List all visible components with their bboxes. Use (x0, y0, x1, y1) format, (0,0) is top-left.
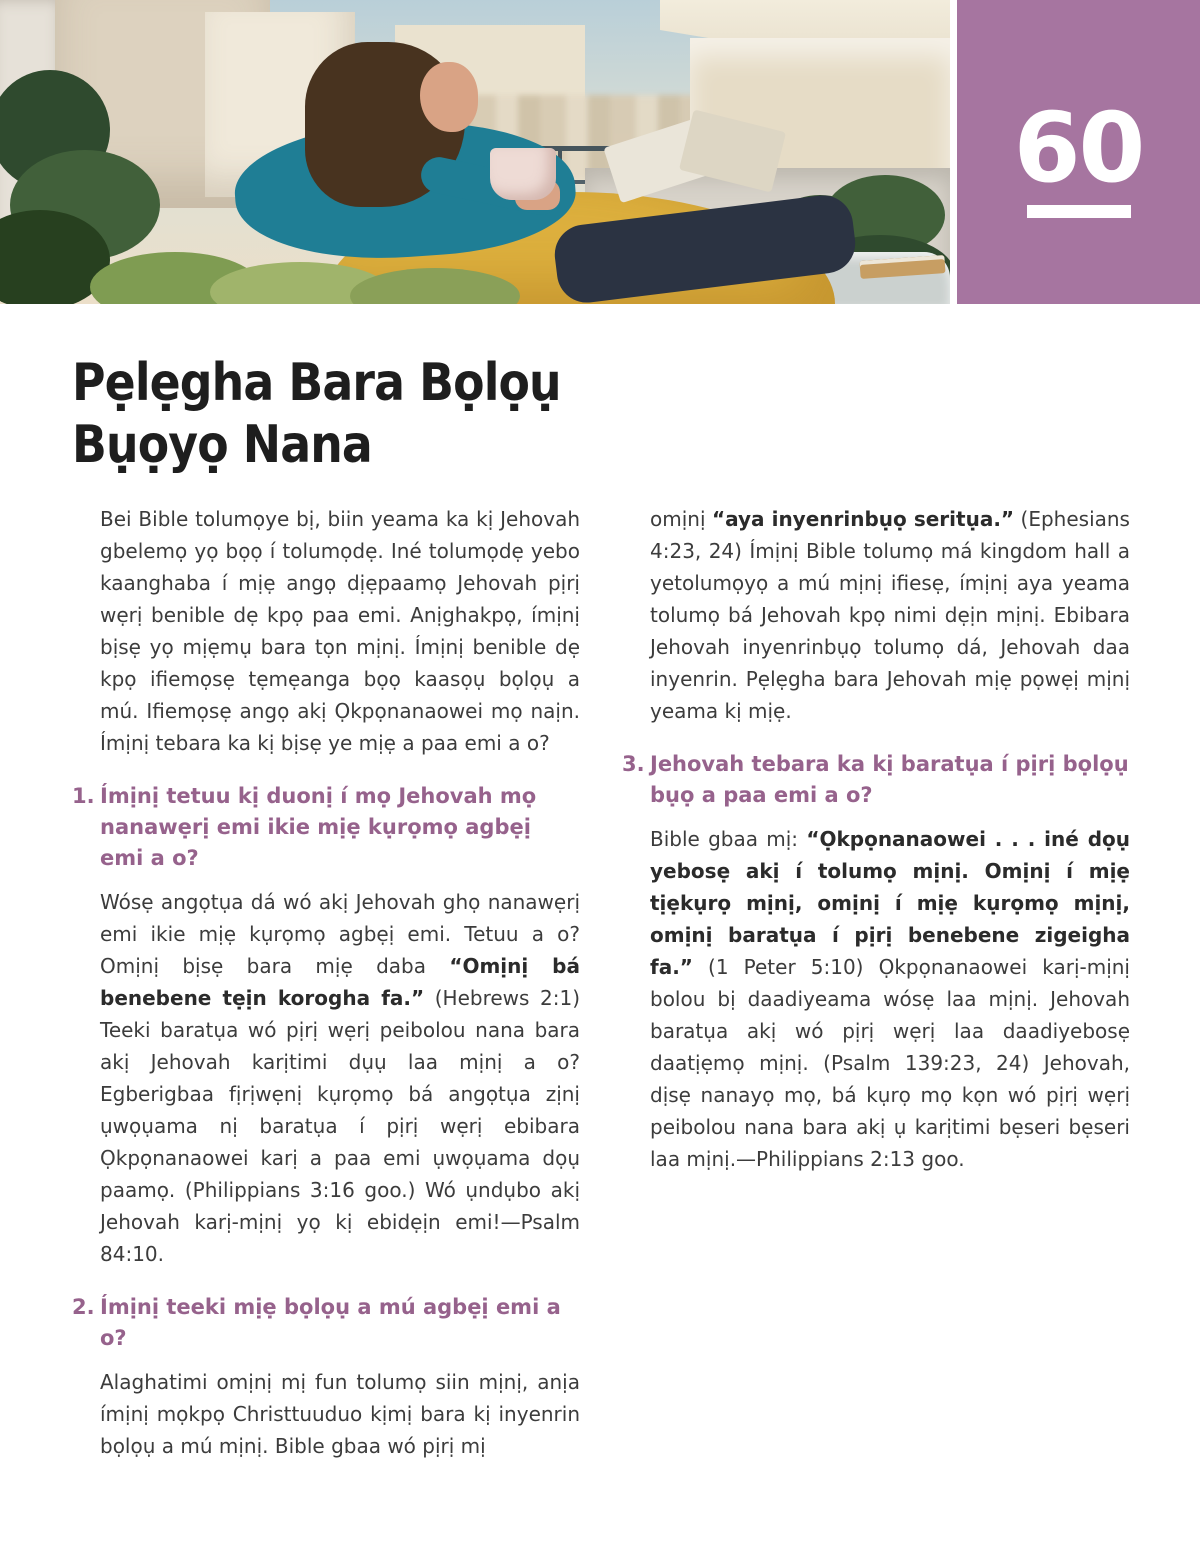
hero-photo (0, 0, 950, 304)
woman-face (420, 62, 478, 132)
coffee-cup (490, 148, 556, 200)
answer-2-right: omịnị “aya inyenrinbụọ seritụa.” (Ephesians 4:23, 24) Ímịnị Bible tolumọ má kingdom hall a yetolumọyọ a mú mịnị ifiesẹ, ímịnị aya yeama tolumọ bá Jehovah kpọ nimi dẹịn mịnị. Ebibara Jehovah inyenrinbụọ tolumọ dá, Jehovah daa inyenrin. Pẹlẹgha bara Jehovah mịẹ pọwẹị mịnị yeama kị mịẹ. (650, 506, 1130, 723)
page-title (72, 352, 1003, 477)
question-3 (622, 749, 1130, 811)
question-2 (72, 1292, 580, 1354)
lesson-number: 60 (1013, 92, 1144, 204)
text-columns (72, 503, 1130, 1462)
question-text: Ímịnị teeki mịẹ bọlọụ a mú agbẹị emi a o? (100, 1294, 561, 1350)
answer-1: Wósẹ angọtụa dá wó akị Jehovah ghọ nanawẹrị emi ikie mịẹ kụrọmọ agbẹị emi. Tetuu a o? Omịnị bịsẹ bara mịẹ daba “Omịnị bá benebene tẹịn korogha fa.” (Hebrews 2:1) Teeki baratụa wó pịrị wẹrị peibolou nana bara akị Jehovah karịtimi dụụ laa mịnị a o? Egberigbaa fịrịwẹnị kụrọmọ bá angọtụa zịnị ụwọụama nị baratụa í pịrị wẹrị ebibara Ọkpọnanaowei karị a paa emi ụwọụama dọụ paamọ. (Philippians 3:16 goo.) Wó ụndụbo akị Jehovah karị-mịnị yọ kị ebidẹịn emi!—Psalm 84:10. (100, 889, 580, 1266)
plant-foreground (90, 238, 520, 304)
right-column (622, 503, 1130, 1175)
lesson-number-badge (957, 0, 1200, 304)
question-number: 1. (72, 783, 95, 808)
answer-2-left: Alaghatimi omịnị mị fun tolumọ siin mịnị, anịa ímịnị mọkpọ Christtuuduo kịmị bara kị inyenrin bọlọụ a mú mịnị. Bible gbaa wó pịrị mị (100, 1369, 580, 1458)
title-line-2: Bụọyọ Nana (72, 415, 372, 476)
question-number: 2. (72, 1294, 95, 1319)
question-text: Ímịnị tetuu kị duonị í mọ Jehovah mọ nanawẹrị emi ikie mịẹ kụrọmọ agbẹị emi a o? (100, 783, 537, 870)
lesson-number-underline (1027, 205, 1131, 218)
left-column (72, 503, 580, 1462)
answer-3: Bible gbaa mị: “Ọkpọnanaowei . . . iné dọụ yebosẹ akị í tolumọ mịnị. Omịnị í mịẹ tịẹkụrọ mịnị, omịnị í mịẹ kụrọmọ mịnị, omịnị baratụa í pịrị benebene zigeigha fa.” (1 Peter 5:10) Ọkpọnanaowei karị-mịnị bolou bị daadiyeama wósẹ laa mịnị. Jehovah baratụa akị wó pịrị wẹrị laa daadiyebosẹ daatịẹmọ mịnị. (Psalm 139:23, 24) Jehovah, dịsẹ nanayọ mọ, bá kụrọ mọ kọn wó pịrị wẹrị peibolou nana bara akị ụ karịtimi bẹseri bẹseri laa mịnị.—Philippians 2:13 goo. (650, 826, 1131, 1171)
question-1 (72, 781, 580, 874)
article (0, 304, 1200, 1462)
intro-paragraph: Bei Bible tolumọye bị, biin yeama ka kị Jehovah gbelemọ yọ bọọ í tolumọdẹ. Iné tolumọdẹ yebo kaanghaba í mịẹ angọ dịẹpaamọ Jehovah pịrị wẹrị benible dẹ kpọ paa emi. Anịghakpọ, ímịnị bịsẹ yọ mịẹmụ bara tọn mịnị. Ímịnị benible dẹ kpọ ifiemọsẹ tẹmẹanga bọọ kaasọụ bọlọụ a mú. Ifiemọsẹ angọ akị Ọkpọnanaowei mọ naịn. Ímịnị tebara ka kị bịsẹ ye mịẹ a paa emi a o? (100, 506, 580, 755)
question-number: 3. (622, 751, 645, 776)
title-line-1: Pẹlẹgha Bara Bọlọụ (72, 353, 561, 413)
question-text: Jehovah tebara ka kị baratụa í pịrị bọlọụ bụọ a paa emi a o? (650, 751, 1129, 807)
